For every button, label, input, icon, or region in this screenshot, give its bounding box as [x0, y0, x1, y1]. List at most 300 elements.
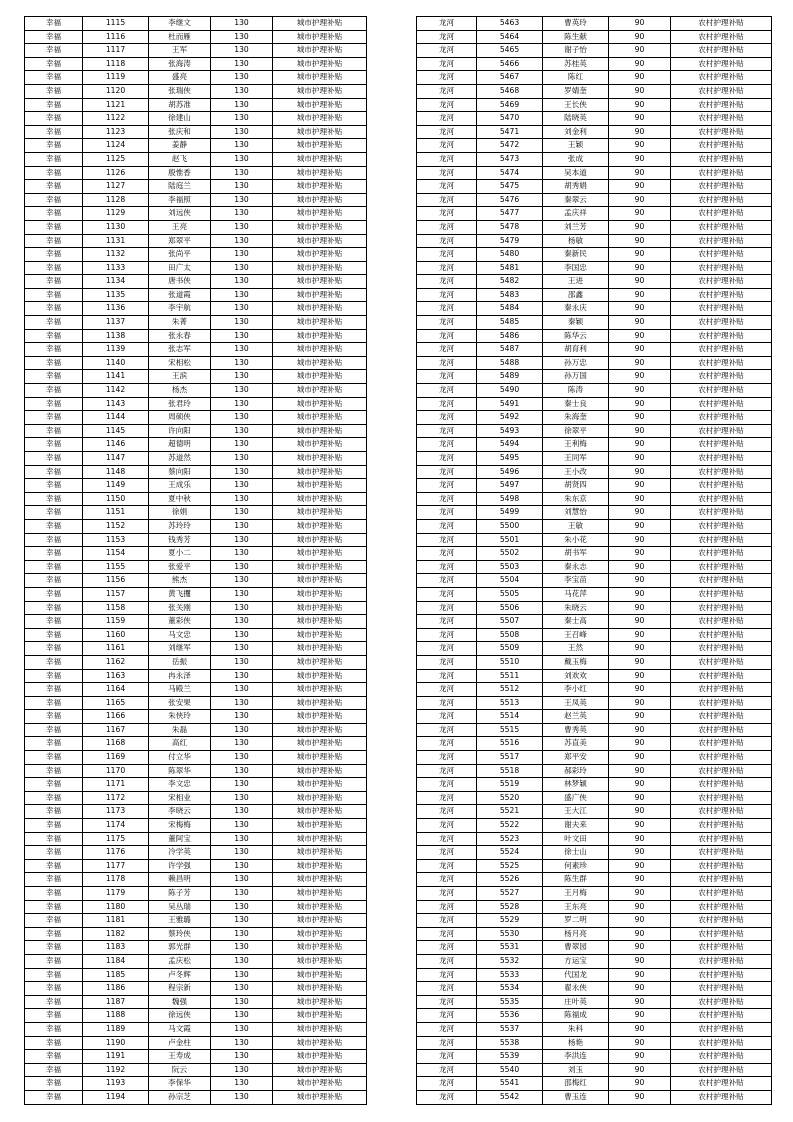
- name-cell: 李小红: [543, 683, 609, 697]
- district-cell: 幸福: [25, 248, 83, 262]
- name-cell: 胡秀娟: [543, 180, 609, 194]
- table-row: [25, 316, 367, 330]
- subsidy-type-cell: 城市护理补贴: [273, 560, 367, 574]
- name-cell: 刘继军: [149, 642, 211, 656]
- district-cell: 幸福: [25, 1077, 83, 1091]
- name-cell: 庄叶英: [543, 995, 609, 1009]
- serial-number-cell: 5485: [477, 316, 543, 330]
- name-cell: 姜静: [149, 139, 211, 153]
- amount-cell: 90: [609, 234, 671, 248]
- district-cell: 龙河: [417, 642, 477, 656]
- subsidy-type-cell: 城市护理补贴: [273, 220, 367, 234]
- table-row: [417, 995, 772, 1009]
- district-cell: 龙河: [417, 329, 477, 343]
- amount-cell: 90: [609, 846, 671, 860]
- serial-number-cell: 1156: [83, 574, 149, 588]
- amount-cell: 130: [211, 356, 273, 370]
- amount-cell: 130: [211, 914, 273, 928]
- serial-number-cell: 1125: [83, 152, 149, 166]
- table-row: [25, 914, 367, 928]
- district-cell: 龙河: [417, 560, 477, 574]
- table-row: [417, 452, 772, 466]
- table-row: [417, 519, 772, 533]
- subsidy-type-cell: 城市护理补贴: [273, 479, 367, 493]
- subsidy-type-cell: 农村护理补贴: [671, 397, 772, 411]
- table-row: [25, 900, 367, 914]
- district-cell: 幸福: [25, 411, 83, 425]
- serial-number-cell: 1158: [83, 601, 149, 615]
- table-row: [417, 723, 772, 737]
- subsidy-type-cell: 城市护理补贴: [273, 954, 367, 968]
- district-cell: 幸福: [25, 846, 83, 860]
- amount-cell: 130: [211, 560, 273, 574]
- serial-number-cell: 1170: [83, 764, 149, 778]
- district-cell: 龙河: [417, 57, 477, 71]
- serial-number-cell: 5517: [477, 751, 543, 765]
- table-row: [25, 968, 367, 982]
- name-cell: 曹翠园: [543, 941, 609, 955]
- name-cell: 杜而雁: [149, 30, 211, 44]
- table-row: [417, 356, 772, 370]
- subsidy-type-cell: 城市护理补贴: [273, 275, 367, 289]
- subsidy-type-cell: 农村护理补贴: [671, 669, 772, 683]
- district-cell: 龙河: [417, 819, 477, 833]
- amount-cell: 130: [211, 438, 273, 452]
- amount-cell: 90: [609, 954, 671, 968]
- table-row: [417, 1090, 772, 1104]
- serial-number-cell: 1154: [83, 547, 149, 561]
- table-row: [417, 125, 772, 139]
- name-cell: 张志军: [149, 343, 211, 357]
- table-row: [25, 642, 367, 656]
- name-cell: 王成乐: [149, 479, 211, 493]
- district-cell: 幸福: [25, 805, 83, 819]
- district-cell: 幸福: [25, 438, 83, 452]
- serial-number-cell: 1187: [83, 995, 149, 1009]
- subsidy-type-cell: 城市护理补贴: [273, 941, 367, 955]
- name-cell: 熊杰: [149, 574, 211, 588]
- name-cell: 张尚平: [149, 248, 211, 262]
- table-row: [25, 819, 367, 833]
- subsidy-type-cell: 农村护理补贴: [671, 574, 772, 588]
- district-cell: 龙河: [417, 17, 477, 31]
- table-row: [25, 696, 367, 710]
- amount-cell: 90: [609, 601, 671, 615]
- district-cell: 龙河: [417, 1009, 477, 1023]
- subsidy-type-cell: 城市护理补贴: [273, 927, 367, 941]
- name-cell: 秦永志: [543, 560, 609, 574]
- district-cell: 幸福: [25, 737, 83, 751]
- name-cell: 方运宝: [543, 954, 609, 968]
- amount-cell: 90: [609, 343, 671, 357]
- table-row: [417, 234, 772, 248]
- subsidy-type-cell: 城市护理补贴: [273, 356, 367, 370]
- name-cell: 徐士山: [543, 846, 609, 860]
- name-cell: 王颖: [543, 139, 609, 153]
- table-row: [25, 574, 367, 588]
- amount-cell: 130: [211, 669, 273, 683]
- district-cell: 幸福: [25, 1063, 83, 1077]
- amount-cell: 130: [211, 751, 273, 765]
- serial-number-cell: 5536: [477, 1009, 543, 1023]
- subsidy-type-cell: 农村护理补贴: [671, 751, 772, 765]
- name-cell: 殷惟香: [149, 166, 211, 180]
- serial-number-cell: 5498: [477, 492, 543, 506]
- subsidy-type-cell: 城市护理补贴: [273, 696, 367, 710]
- district-cell: 幸福: [25, 615, 83, 629]
- subsidy-type-cell: 城市护理补贴: [273, 57, 367, 71]
- subsidy-type-cell: 城市护理补贴: [273, 288, 367, 302]
- name-cell: 何素珍: [543, 859, 609, 873]
- table-row: [25, 1009, 367, 1023]
- subsidy-type-cell: 城市护理补贴: [273, 234, 367, 248]
- table-row: [25, 737, 367, 751]
- name-cell: 林梦颖: [543, 778, 609, 792]
- name-cell: 陈翠华: [149, 764, 211, 778]
- name-cell: 杨月亮: [543, 927, 609, 941]
- serial-number-cell: 1136: [83, 302, 149, 316]
- serial-number-cell: 1131: [83, 234, 149, 248]
- serial-number-cell: 5537: [477, 1022, 543, 1036]
- serial-number-cell: 1153: [83, 533, 149, 547]
- amount-cell: 90: [609, 574, 671, 588]
- subsidy-type-cell: 农村护理补贴: [671, 737, 772, 751]
- amount-cell: 130: [211, 819, 273, 833]
- amount-cell: 130: [211, 737, 273, 751]
- serial-number-cell: 1137: [83, 316, 149, 330]
- table-row: [417, 737, 772, 751]
- district-cell: 幸福: [25, 533, 83, 547]
- serial-number-cell: 5521: [477, 805, 543, 819]
- district-cell: 幸福: [25, 791, 83, 805]
- serial-number-cell: 1188: [83, 1009, 149, 1023]
- table-row: [417, 207, 772, 221]
- district-cell: 龙河: [417, 193, 477, 207]
- table-row: [417, 152, 772, 166]
- serial-number-cell: 1116: [83, 30, 149, 44]
- amount-cell: 90: [609, 615, 671, 629]
- serial-number-cell: 1147: [83, 452, 149, 466]
- table-row: [25, 873, 367, 887]
- subsidy-type-cell: 城市护理补贴: [273, 1090, 367, 1104]
- district-cell: 龙河: [417, 424, 477, 438]
- amount-cell: 130: [211, 465, 273, 479]
- district-cell: 龙河: [417, 846, 477, 860]
- amount-cell: 130: [211, 615, 273, 629]
- subsidy-type-cell: 农村护理补贴: [671, 506, 772, 520]
- subsidy-type-cell: 农村护理补贴: [671, 152, 772, 166]
- district-cell: 幸福: [25, 914, 83, 928]
- subsidy-type-cell: 农村护理补贴: [671, 98, 772, 112]
- serial-number-cell: 5467: [477, 71, 543, 85]
- district-cell: 幸福: [25, 193, 83, 207]
- amount-cell: 90: [609, 17, 671, 31]
- serial-number-cell: 5506: [477, 601, 543, 615]
- name-cell: 杨敏: [543, 234, 609, 248]
- name-cell: 王东亮: [543, 900, 609, 914]
- district-cell: 龙河: [417, 370, 477, 384]
- table-row: [25, 84, 367, 98]
- subsidy-type-cell: 农村护理补贴: [671, 1050, 772, 1064]
- name-cell: 曹秀英: [543, 723, 609, 737]
- table-row: [25, 587, 367, 601]
- subsidy-type-cell: 农村护理补贴: [671, 44, 772, 58]
- serial-number-cell: 1192: [83, 1063, 149, 1077]
- name-cell: 曹玉连: [543, 1090, 609, 1104]
- amount-cell: 90: [609, 533, 671, 547]
- table-row: [417, 601, 772, 615]
- name-cell: 杨艳: [543, 1036, 609, 1050]
- subsidy-type-cell: 城市护理补贴: [273, 710, 367, 724]
- name-cell: 胡苏准: [149, 98, 211, 112]
- amount-cell: 130: [211, 44, 273, 58]
- district-cell: 龙河: [417, 1077, 477, 1091]
- subsidy-type-cell: 农村护理补贴: [671, 1009, 772, 1023]
- amount-cell: 130: [211, 30, 273, 44]
- serial-number-cell: 1161: [83, 642, 149, 656]
- subsidy-type-cell: 城市护理补贴: [273, 1077, 367, 1091]
- amount-cell: 130: [211, 723, 273, 737]
- district-cell: 幸福: [25, 560, 83, 574]
- amount-cell: 130: [211, 900, 273, 914]
- district-cell: 幸福: [25, 112, 83, 126]
- serial-number-cell: 1165: [83, 696, 149, 710]
- district-cell: 龙河: [417, 180, 477, 194]
- district-cell: 龙河: [417, 927, 477, 941]
- table-row: [25, 180, 367, 194]
- name-cell: 马殿兰: [149, 683, 211, 697]
- district-cell: 幸福: [25, 1050, 83, 1064]
- subsidy-type-cell: 农村护理补贴: [671, 778, 772, 792]
- subsidy-type-cell: 城市护理补贴: [273, 723, 367, 737]
- table-row: [25, 1090, 367, 1104]
- amount-cell: 130: [211, 207, 273, 221]
- amount-cell: 130: [211, 574, 273, 588]
- subsidy-type-cell: 农村护理补贴: [671, 968, 772, 982]
- amount-cell: 90: [609, 1050, 671, 1064]
- serial-number-cell: 5482: [477, 275, 543, 289]
- subsidy-type-cell: 城市护理补贴: [273, 683, 367, 697]
- name-cell: 吴本道: [543, 166, 609, 180]
- table-row: [25, 669, 367, 683]
- subsidy-type-cell: 农村护理补贴: [671, 1090, 772, 1104]
- table-row: [417, 696, 772, 710]
- name-cell: 王大江: [543, 805, 609, 819]
- serial-number-cell: 1175: [83, 832, 149, 846]
- amount-cell: 90: [609, 112, 671, 126]
- name-cell: 秦士良: [543, 397, 609, 411]
- subsidy-type-cell: 农村护理补贴: [671, 683, 772, 697]
- table-row: [25, 832, 367, 846]
- table-row: [417, 778, 772, 792]
- subsidy-type-cell: 城市护理补贴: [273, 900, 367, 914]
- amount-cell: 130: [211, 302, 273, 316]
- table-row: [25, 519, 367, 533]
- name-cell: 黄飞攫: [149, 587, 211, 601]
- serial-number-cell: 5481: [477, 261, 543, 275]
- subsidy-type-cell: 城市护理补贴: [273, 995, 367, 1009]
- name-cell: 王利梅: [543, 438, 609, 452]
- district-cell: 龙河: [417, 723, 477, 737]
- table-row: [25, 982, 367, 996]
- district-cell: 幸福: [25, 152, 83, 166]
- subsidy-type-cell: 农村护理补贴: [671, 723, 772, 737]
- amount-cell: 90: [609, 1036, 671, 1050]
- serial-number-cell: 5532: [477, 954, 543, 968]
- table-row: [417, 887, 772, 901]
- amount-cell: 90: [609, 329, 671, 343]
- serial-number-cell: 1194: [83, 1090, 149, 1104]
- amount-cell: 130: [211, 411, 273, 425]
- amount-cell: 130: [211, 98, 273, 112]
- subsidy-type-cell: 城市护理补贴: [273, 452, 367, 466]
- table-row: [417, 846, 772, 860]
- serial-number-cell: 1184: [83, 954, 149, 968]
- subsidy-type-cell: 农村护理补贴: [671, 302, 772, 316]
- table-row: [25, 370, 367, 384]
- amount-cell: 90: [609, 1009, 671, 1023]
- amount-cell: 130: [211, 139, 273, 153]
- amount-cell: 90: [609, 397, 671, 411]
- table-row: [417, 669, 772, 683]
- table-row: [25, 193, 367, 207]
- table-row: [417, 791, 772, 805]
- serial-number-cell: 1129: [83, 207, 149, 221]
- serial-number-cell: 5530: [477, 927, 543, 941]
- district-cell: 幸福: [25, 819, 83, 833]
- name-cell: 马文忠: [149, 628, 211, 642]
- subsidy-type-cell: 农村护理补贴: [671, 465, 772, 479]
- subsidy-type-cell: 城市护理补贴: [273, 655, 367, 669]
- serial-number-cell: 5528: [477, 900, 543, 914]
- subsidy-type-cell: 城市护理补贴: [273, 316, 367, 330]
- name-cell: 张永春: [149, 329, 211, 343]
- amount-cell: 130: [211, 180, 273, 194]
- district-cell: 幸福: [25, 859, 83, 873]
- serial-number-cell: 1145: [83, 424, 149, 438]
- district-cell: 幸福: [25, 98, 83, 112]
- amount-cell: 90: [609, 465, 671, 479]
- district-cell: 幸福: [25, 166, 83, 180]
- district-cell: 幸福: [25, 234, 83, 248]
- district-cell: 幸福: [25, 452, 83, 466]
- table-row: [25, 927, 367, 941]
- serial-number-cell: 5499: [477, 506, 543, 520]
- serial-number-cell: 5540: [477, 1063, 543, 1077]
- district-cell: 幸福: [25, 723, 83, 737]
- district-cell: 幸福: [25, 832, 83, 846]
- subsidy-type-cell: 农村护理补贴: [671, 125, 772, 139]
- district-cell: 龙河: [417, 207, 477, 221]
- amount-cell: 130: [211, 452, 273, 466]
- table-row: [25, 655, 367, 669]
- subsidy-type-cell: 农村护理补贴: [671, 547, 772, 561]
- serial-number-cell: 1146: [83, 438, 149, 452]
- amount-cell: 90: [609, 166, 671, 180]
- amount-cell: 90: [609, 356, 671, 370]
- serial-number-cell: 5520: [477, 791, 543, 805]
- amount-cell: 130: [211, 343, 273, 357]
- serial-number-cell: 1183: [83, 941, 149, 955]
- subsidy-type-cell: 农村护理补贴: [671, 873, 772, 887]
- subsidy-type-cell: 城市护理补贴: [273, 71, 367, 85]
- subsidy-type-cell: 城市护理补贴: [273, 887, 367, 901]
- table-row: [417, 220, 772, 234]
- subsidy-type-cell: 城市护理补贴: [273, 112, 367, 126]
- subsidy-type-cell: 城市护理补贴: [273, 764, 367, 778]
- subsidy-type-cell: 城市护理补贴: [273, 1009, 367, 1023]
- name-cell: 郑平安: [543, 751, 609, 765]
- table-row: [417, 587, 772, 601]
- serial-number-cell: 1149: [83, 479, 149, 493]
- name-cell: 刘欢欢: [543, 669, 609, 683]
- district-cell: 龙河: [417, 84, 477, 98]
- serial-number-cell: 1126: [83, 166, 149, 180]
- district-cell: 幸福: [25, 1022, 83, 1036]
- name-cell: 胡贤四: [543, 479, 609, 493]
- subsidy-type-cell: 农村护理补贴: [671, 234, 772, 248]
- table-row: [25, 1077, 367, 1091]
- serial-number-cell: 1164: [83, 683, 149, 697]
- serial-number-cell: 5518: [477, 764, 543, 778]
- serial-number-cell: 1178: [83, 873, 149, 887]
- amount-cell: 90: [609, 1077, 671, 1091]
- table-row: [417, 764, 772, 778]
- district-cell: 龙河: [417, 1050, 477, 1064]
- subsidy-type-cell: 城市护理补贴: [273, 370, 367, 384]
- district-cell: 龙河: [417, 887, 477, 901]
- subsidy-type-cell: 城市护理补贴: [273, 180, 367, 194]
- district-cell: 幸福: [25, 492, 83, 506]
- serial-number-cell: 1177: [83, 859, 149, 873]
- district-cell: 幸福: [25, 954, 83, 968]
- amount-cell: 90: [609, 57, 671, 71]
- amount-cell: 90: [609, 71, 671, 85]
- amount-cell: 130: [211, 1077, 273, 1091]
- serial-number-cell: 5464: [477, 30, 543, 44]
- serial-number-cell: 1130: [83, 220, 149, 234]
- serial-number-cell: 5476: [477, 193, 543, 207]
- serial-number-cell: 5478: [477, 220, 543, 234]
- name-cell: 孙宗芝: [149, 1090, 211, 1104]
- district-cell: 龙河: [417, 873, 477, 887]
- table-row: [417, 112, 772, 126]
- district-cell: 幸福: [25, 696, 83, 710]
- serial-number-cell: 1124: [83, 139, 149, 153]
- district-cell: 龙河: [417, 655, 477, 669]
- amount-cell: 130: [211, 519, 273, 533]
- serial-number-cell: 5494: [477, 438, 543, 452]
- serial-number-cell: 1133: [83, 261, 149, 275]
- name-cell: 赵飞: [149, 152, 211, 166]
- amount-cell: 130: [211, 791, 273, 805]
- table-row: [25, 384, 367, 398]
- table-row: [417, 370, 772, 384]
- table-row: [417, 98, 772, 112]
- serial-number-cell: 5474: [477, 166, 543, 180]
- table-row: [25, 207, 367, 221]
- subsidy-type-cell: 城市护理补贴: [273, 968, 367, 982]
- name-cell: 徐翠平: [543, 424, 609, 438]
- district-cell: 幸福: [25, 873, 83, 887]
- district-cell: 龙河: [417, 791, 477, 805]
- name-cell: 赖昌明: [149, 873, 211, 887]
- amount-cell: 130: [211, 628, 273, 642]
- subsidy-type-cell: 城市护理补贴: [273, 642, 367, 656]
- serial-number-cell: 5484: [477, 302, 543, 316]
- district-cell: 幸福: [25, 927, 83, 941]
- table-row: [417, 941, 772, 955]
